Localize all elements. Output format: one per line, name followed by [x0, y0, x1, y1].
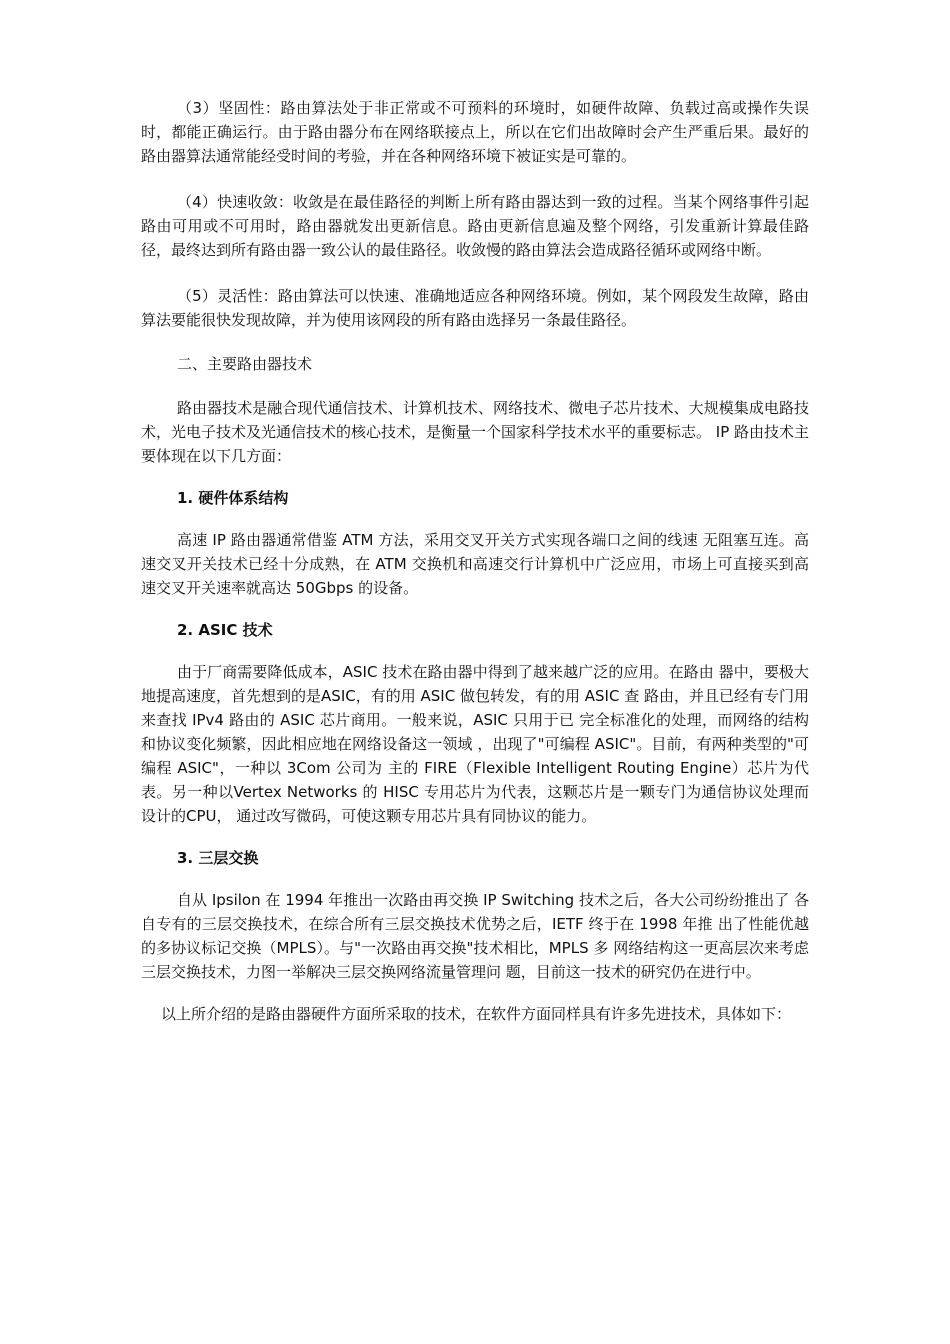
paragraph-intro: 路由器技术是融合现代通信技术、计算机技术、网络技术、微电子芯片技术、大规模集成电路技术，光电子技术及光通信技术的核心技术，是衡量一个国家科学技术水平的重要标志。 IP 路由技术主要体现在以下几方面：: [141, 399, 810, 465]
heading-layer3-switching: 3. 三层交换: [177, 849, 259, 867]
paragraph-layer3-switching: 自从 Ipsilon 在 1994 年推出一次路由再交换 IP Switching 技术之后，各大公司纷纷推出了 各自专有的三层交换技术，在综合所有三层交换技术优势之后，IETF 终于在 1998 年推 出了性能优越的多协议标记交换（MPLS）。与"一次路由再交换"技术相比，MPLS 多 网络结构这一更高层次来考虑三层交换技术，力图一举解决三层交换网络流量管理问 题，目前这一技术的研究仍在进行中。: [141, 891, 809, 981]
paragraph-flexibility: （5）灵活性：路由算法可以快速、准确地适应各种网络环境。例如，某个网段发生故障，路由算法要能很快发现故障，并为使用该网段的所有路由选择另一条最佳路径。: [141, 287, 809, 329]
paragraph-asic: 由于厂商需要降低成本，ASIC 技术在路由器中得到了越来越广泛的应用。在路由 器中，要极大地提高速度，首先想到的是ASIC，有的用 ASIC 做包转发，有的用 ASIC 查 路由，并且已经有专门用来查找 IPv4 路由的 ASIC 芯片商用。一般来说，ASIC 只用于已 完全标准化的处理，而网络的结构和协议变化频繁，因此相应地在网络设备这一领域 ，出现了"可编程 ASIC"。目前，有两种类型的"可编程 ASIC"，一种以 3Com 公司为 主的 FIRE（Flexible Intelligent Routing Engine）芯片为代表。另一种以Vertex Networks 的 HISC 专用芯片为代表，这颗芯片是一颗专门为通信协议处理而设计的CPU， 通过改写微码，可使这颗专用芯片具有同协议的能力。: [141, 663, 809, 825]
paragraph-closing: 以上所介绍的是路由器硬件方面所采取的技术，在软件方面同样具有许多先进技术，具体如下：: [161, 1005, 792, 1023]
heading-hardware-architecture: 1. 硬件体系结构: [177, 489, 289, 507]
heading-asic: 2. ASIC 技术: [177, 621, 273, 639]
paragraph-hardware-architecture: 高速 IP 路由器通常借鉴 ATM 方法，采用交叉开关方式实现各端口之间的线速 无阻塞互连。高速交叉开关技术已经十分成熟，在 ATM 交换机和高速交行计算机中广泛应用，市场上可直接买到高速交叉开关速率就高达 50Gbps 的设备。: [141, 531, 809, 597]
section-title-router-technology: 二、主要路由器技术: [177, 355, 313, 373]
document-page: [141, 96, 809, 1026]
paragraph-fast-convergence: （4）快速收敛：收敛是在最佳路径的判断上所有路由器达到一致的过程。当某个网络事件引起路由可用或不可用时，路由器就发出更新信息。路由更新信息遍及整个网络，引发重新计算最佳路径，最终达到所有路由器一致公认的最佳路径。收敛慢的路由算法会造成路径循环或网络中断。: [141, 193, 809, 259]
paragraph-robustness: （3）坚固性：路由算法处于非正常或不可预料的环境时，如硬件故障、负载过高或操作失误时，都能正确运行。由于路由器分布在网络联接点上，所以在它们出故障时会产生严重后果。最好的路由器算法通常能经受时间的考验，并在各种网络环境下被证实是可靠的。: [141, 99, 809, 165]
